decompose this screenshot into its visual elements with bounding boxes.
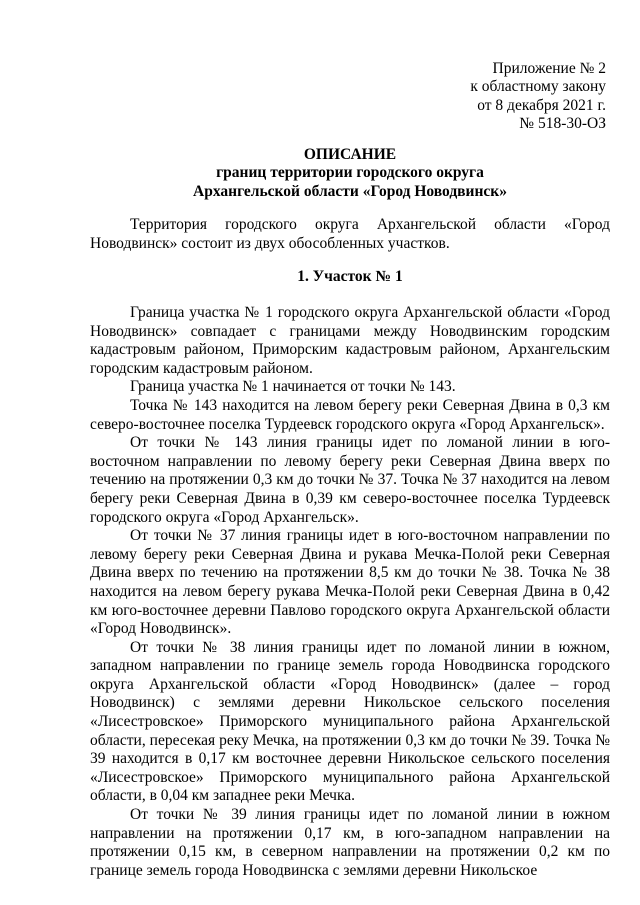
intro-paragraph: Территория городского округа Архангельской области «Город Новодвинск» состоит из двух обособленных участков. [90,216,610,252]
section-heading: 1. Участок № 1 [297,268,403,285]
paragraph: Граница участка № 1 начинается от точки № 143. [130,378,456,396]
appendix-line: № 518-30-ОЗ [519,115,606,133]
appendix-line: от 8 декабря 2021 г. [477,96,606,114]
paragraph: От точки № 143 линия границы идет по ломаной линии в юго-восточном направлении по левому берегу реки Северная Двина вверх по течению на протяжении 0,3 км до точки № 37. Точка № 37 находится на левом берегу реки Северная Двина в 0,39 км северо-восточнее поселка Турдеевск городского округа «Город Архангельск». [90,434,610,526]
paragraph: От точки № 39 линия границы идет по ломаной линии в южном направлении на протяжении 0,17 км, в юго-западном направлении на протяжении 0,15 км, в северном направлении на протяжении 0,2 км по границе земель города Новодвинска с землями деревни Никольское [90,806,610,879]
paragraph: Точка № 143 находится на левом берегу реки Северная Двина в 0,3 км северо-восточнее поселка Турдеевск городского округа «Город Архангельск». [90,396,610,433]
appendix-line: к областному закону [470,78,606,96]
appendix-line: Приложение № 2 [492,60,606,77]
title-line: границ территории городского округа [216,164,484,182]
paragraph: От точки № 37 линия границы идет в юго-восточном направлении по левому берегу реки Северная Двина и рукава Мечка-Полой реки Северная Двина вверх по течению на протяжении 8,5 км до точки № 38. Точка № 38 находится на левом берегу рукава Мечка-Полой реки Северная Двина в 0,42 км юго-восточнее деревни Павлово городского округа Архангельской области «Город Новодвинск». [90,527,610,638]
paragraph: От точки № 38 линия границы идет по ломаной линии в южном, западном направлении по границе земель города Новодвинска городского округа Архангельской области «Город Новодвинск» (далее – город Новодвинск) с землями деревни Никольское сельского поселения «Лисестровское» Приморского муниципального района Архангельской области, пересекая реку Мечка, на протяжении 0,3 км до точки № 39. Точка № 39 находится в 0,17 км восточнее деревни Никольское сельского поселения «Лисестровское» Приморского муниципального района Архангельской области, в 0,04 км западнее реки Мечка. [90,638,610,805]
intro-block [90,216,610,253]
paragraph: Граница участка № 1 городского округа Архангельской области «Город Новодвинск» совпадает с границами между Новодвинским городским кадастровым районом, Приморским кадастровым районом, Архангельским городским кадастровым районом. [90,304,610,377]
title-line: ОПИСАНИЕ [303,146,397,163]
title-line: Архангельской области «Город Новодвинск» [193,182,507,200]
section-body [90,304,610,880]
document-title [90,146,610,201]
appendix-header [406,60,606,134]
